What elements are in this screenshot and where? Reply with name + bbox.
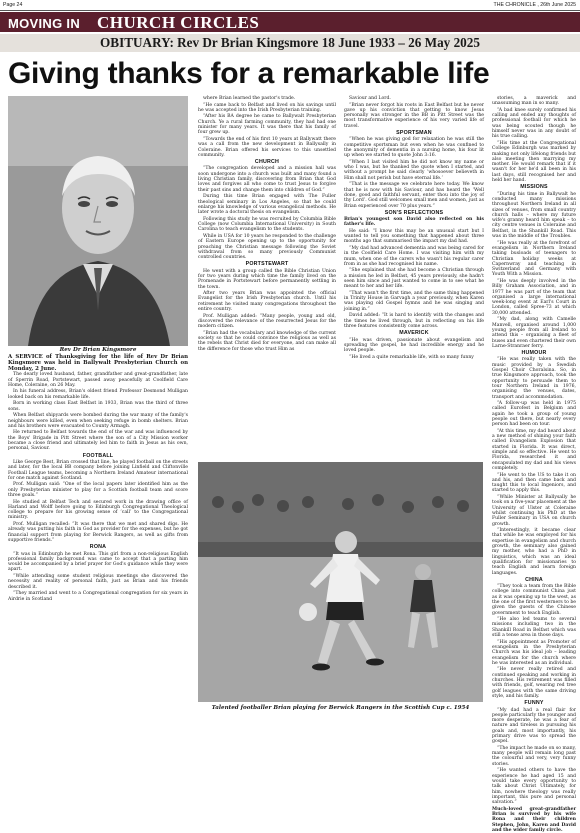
funny-body [492,708,576,806]
body-paragraph: “My dad had a real flair for people particularly the younger and more desperate, he was a fear of nature and tireless in pursuing his goals and, most importantly, his primary drive was to spread the gospel. [492,707,576,745]
page-header-line [0,0,580,11]
body-paragraph: “At this time, my dad heard about a new method of shining your faith called Evangelism Explosion that started in Florida. It was direct, simple and so effective. He went to Florida, researched it and encapsulated my dad and his views completely. [492,428,576,471]
column-2 [198,96,336,460]
page-number: Page 24 [3,2,23,8]
subhead-china: CHINA [525,576,543,583]
headline: Giving thanks for a remarkable life [8,57,490,90]
body-paragraph: The dearly loved husband, father, grandfather and great-grandfather, late of Sperrin Road, Portstewart, passed away peacefully at Coolfield Care Home, Coleraine, on 26 May. [8,372,188,388]
subhead-rona: RONA [89,544,107,551]
football-image [198,462,483,702]
body-paragraph: “His time at the Congregational College Edinburgh was marked by making not only lifelong friends but also meeting then marrying my mother. He would remark that if it wasn't for her he'd all been in his last days, still recognised her and held her hand. [492,140,576,184]
body-paragraph: “He was really taken with the music provided by a Swedish Gospel Choir Choralsina. So, in true Kingsmore approach, took the opportunity to persuade them to tour Northern Ireland in 1976, organising the venues, dates, transport and accommodation. [492,357,576,400]
body-paragraph: “Towards the end of his first 10 years at Ballywatt there was a call from the new development in Ballysally in Coleraine. Brian offered his services to this unsettled community. [198,136,336,158]
column-4 [492,96,576,833]
sons-subhead: Brian's youngest son David also reflected on his father's life. [344,217,484,228]
football-photo [198,462,483,702]
church-body [198,166,336,260]
body-paragraph: “Brian never forgot his roots in East Belfast but he never gave up his conviction that getting to know Jesus personally was stronger in the BB in Pitt Street was the most transformative experience of his very varied life of travel. [344,102,484,129]
col2-body [198,96,336,158]
missions-body [492,192,576,350]
body-paragraph: “My dad had advanced dementia and was being cared for in the Coolfield Care Home. I was visiting him with my mum, when one of the carers who wasn't his regular carer from in as she had recognised his name. [344,245,484,267]
section-banner [0,12,580,32]
body-paragraph: “While Minister at Ballysally he took on a five-year placement at the University of Ulster at Coleraine whilst continuing his PhD at the Fuller Seminary in USA on church growth. [492,495,576,527]
body-paragraph: “He also led teams to several missions including two in the Shankill Road in Belfast which was still a tense area in those days. [492,617,576,639]
subhead-sons-reflections: SON'S REFLECTIONS [384,209,444,216]
subhead-humour: HUMOUR [521,350,547,357]
lead-paragraph: A SERVICE of Thanksgiving for the life of Rev Dr Brian Kingsmore was held in Ballywalt Presbyterian Church on Monday, 2 June. [8,354,188,373]
subhead-portstewart: PORTSTEWART [245,261,289,268]
obituary-banner: OBITUARY: Rev Dr Brian Kingsmore 18 June 1933 – 26 May 2025 [0,34,580,52]
subhead-funny: FUNNY [524,700,544,707]
body-paragraph: Like George Best, Brian crossed that line, he played football on the streets and later, for the local BB company before joining Linfield and Cliftonville Football League teams, becoming a Northern Ireland Amateur international for one match against Scotland. [8,459,188,481]
china-body [492,584,576,699]
body-paragraph: “He never really retired and continued speaking and working in churches. His retirement was filled with friends, golf, wearing red tree golf leagues with the same driving style, and his family. [492,667,576,699]
body-paragraph: He studied at Belfast Tech and secured work in the drawing office of Harland and Wolff before going to Edinburgh Congregational Theological college to prepare for his growing sense of ‘call’ to the Congregational ministry. [8,499,188,521]
body-paragraph: Following this study he was recruited by Columbia Bible College (now Columbia International University) in South Carolina to teach evangelism to the students. [198,216,336,233]
portrait-image [8,96,188,346]
portstewart-body [198,269,336,352]
masthead: THE CHRONICLE , 26th June 2025 [493,2,576,8]
rona-body [8,552,188,602]
body-paragraph: “That wasn't the first time, and the same thing happened in Trinity House in Garvagh a year previously, when Karen was playing old Gospel hymns and he was singing and joining in.” [344,290,484,312]
body-paragraph: “He was driven, passionate about evangelism and spreading the gospel, he had incredible energy and he loved people. [344,337,484,354]
body-paragraph: He went with a group called the Bible Christian Union for two years during which time the family lived on the Promenade in Portstewart before permanently settling in the town. [198,268,336,290]
body-paragraph: Prof. Mulligan added: “Many people, young and old, discovered the relevance of the resurrected Jesus for the modern citizen. [198,313,336,330]
portrait-photo [8,96,188,346]
subhead-football: FOOTBALL [82,452,114,459]
subhead-maverick: MAVERICK [399,330,429,337]
body-paragraph: David added: “It is hard to identify with the changes and the times he lived through, but in reflecting on his life three features consistently come across. [344,313,484,329]
football-caption: Talented footballer Brian playing for Berwick Rangers in the Scottish Cup c. 1954 [211,705,470,711]
column-3 [344,96,484,460]
humour-body [492,357,576,575]
football-body [8,460,188,543]
body-paragraph: “The congregation developed and a mission hall was soon undergone into a church was built and many found a living Christian family, discovering from Brian that God loves and forgives all who come to trust Jesus to forgive their past sins and change them into children of God.” [198,166,336,193]
body-paragraph: He said: “I know this may be an unusual start but I wanted to tell you something that happened about three months ago that summarised the impact my dad had. [344,228,484,245]
body-paragraph: He returned to Belfast towards the end of the war and was influenced by the Boys' Brigade in Pitt Street where the son of a City Mission worker became a close friend and ultimately led him to faith in Jesus as his own, personal, Saviour. [8,430,188,452]
col4-body [492,96,576,183]
body-paragraph: While in USA for 10 years he responded to the challenge of Eastern Europe opening up to the opportunity for preaching the Christian message following the Soviet withdrawal from so many previously Communist controlled countries. [198,233,336,261]
body-paragraph: During this time Brian engaged with The Fuller theological seminary in Los Angeles, so that he could enlarge his knowledge of various evangelical methods. He later wrote a doctoral thesis on evangelism. [198,194,336,216]
body-paragraph: stories, a maverick and unassuming man in so many. [492,96,576,107]
portrait-caption: Rev Dr Brian Kingsmore [59,347,137,353]
column-1 [8,354,188,735]
maverick-body [344,338,484,360]
body-paragraph: In his funeral address, Brian's oldest friend Professor Desmond Mulligan looked back on his remarkable life. [8,389,188,400]
body-paragraph: “A follow-up was held in 1975 called Eurofest in Belgium and again he took a group of young people out there, but nearly every person had been on tour. [492,401,576,428]
section-title-small: MOVING IN [8,16,81,31]
subhead-missions: MISSIONS [520,184,548,191]
body-paragraph: “It was in Edinburgh he met Rona. This girl from a non-religious English professional family background was came to accept that a parting him would be accompanied by a brief prayer for God's guidance while they were apart. [8,551,188,573]
body-paragraph: “He wanted others to have the experience he had aged 15 and would take every opportunity to talk about Christ Ultimately, for him, nowhere theology was really important, this pure and personal salvation.” [492,768,576,806]
body-paragraph: “While attending some student religious meetings she discovered the necessity and reality of personal faith, just as Brian and his friends described it. [8,574,188,590]
closing-paragraph: Much-loved great-grandfather Brian is survived by his wife Rona and their children Stephen, John, Karen and David and the wider family circle. [492,806,576,833]
body-paragraph: “A bad knee surely confirmed his calling and ended any thoughts of professional football for which he was being scouted though he himself never was in any doubt of his true calling. [492,107,576,140]
body-paragraph: Born in working class East Belfast in 1933, Brian was the third of three sons. [8,401,188,412]
body-paragraph: Prof. Mulligan recalled: “It was there that we met and shared digs. He already was putting his faith in God as provider for the expenses, but he got financial support from playing for Berwick Rangers, as well as gifts from supportive friends.” [8,522,188,543]
body-paragraph: “After his BA degree he came to Ballywalt Presbyterian Church. Ye a rural farming community, they had had one minister for many years. It was there that his family of four grew up. [198,114,336,136]
body-paragraph: After two years Brian was appointed the official Evangelist for the Irish Presbyterian church. Until his retirement he visited many congregations throughout the entire country. [198,291,336,313]
sportsman-body [344,137,484,208]
body-paragraph: “The impact he made on so many, many people will remain long past the colourful and very, very funny stories. [492,745,576,767]
body-paragraph: where Brian learned the pastor's trade. [203,96,296,101]
body-paragraph: Saviour and Lord. [349,96,391,101]
body-paragraph: “He came back to Belfast and lived on his savings until he was accepted into the Irish Presbyterian training. [198,102,336,113]
body-paragraph: “They married and went to a Congregational congregation for six years in Airdrie in Scotland [8,591,188,602]
body-paragraph: “When I last visited him he did not know my name or who I was, but he thanked the quote when I started, and without a prompt he said clearly ‘whosoever believeth in Him shall not perish but have eternal life.’ [344,159,484,181]
body-paragraph: “He went to the US to take it on and his, and then came back and taught this to local Ingeniors, and started to apply this. [492,472,576,494]
body-paragraph: “His appointment as Promoter of evangelism in the Presbyterian Church was his ideal job – leading evangelism for the church where he was interested as an individual. [492,639,576,666]
body-paragraph: “Interestingly, it became clear that while he was employed for his expertise in evangelism and church growth, the seminary also gained my mother, who had a PhD in linguistics, which was an ideal qualification for missionaries to teach English and learn foreign languages. [492,528,576,576]
body-paragraph: “During his time in Ballywalt he conducted many missions throughout Northern Ireland in all sizes of venues, from small country church halls – where my future wife's granny heard him speak – to city centre venues in Coleraine and Belfast, in the Shankill Road. This was in the middle of the Troubles. [492,191,576,240]
body-paragraph: “When he was giving god for relaxation he was still the competitive sportsman but even when he was confined to the anonymity of dementia in a nursing home, his four lit up when we started to quote John 3:16. [344,137,484,159]
body-paragraph: When Belfast shipyards were bombed during the war many of the family's neighbours were killed, even when seeking refuge in bomb shelters. Brian and his brothers were evacuated to County Armagh. [8,413,188,429]
body-paragraph: “He was deeply involved in the Billy Graham Association, and in 1977 he was part of the team that organised a large international week-long event at Earl's Court in London, called Spree-73 at which 30,000 attended. [492,278,576,316]
body-paragraph: “Brian had the vocabulary and knowledge of the current society so that he could convince the religious as well as the rebels that Christ died for everyone, and can make all the difference for those who trust Him as [198,330,336,352]
body-paragraph: “He lived a quite remarkable life, with so many funny [349,354,474,360]
col3-body [344,96,484,129]
body-paragraph: “He was really at the forefront of evangelism in Northern Ireland taking busloads of teenagers to Christian holiday weeks at Capernwray and teaching in Switzerland and Germany with Youth With a Mission. [492,240,576,278]
section-title-large: CHURCH CIRCLES [97,13,260,32]
subhead-sportsman: SPORTSMAN [396,130,432,137]
sons-body [344,229,484,330]
body-paragraph: “My dad, along with Camelle Manvell, organised around 1,000 young people from all Ireland to attend this – organising a fleet of buses and even chartered their own Larne-Stranraer ferry. [492,317,576,349]
body-paragraph: Prof. Mulligan said: “One of the local papers later identified him as the only Presbyterian minister to play for a Scottish football team and score three goals.” [8,482,188,498]
body-paragraph: “That is the message we celebrate here today. We know that he is now with his Saviour, and has heard the ‘Well done, good and faithful servant, enter thou into the joy of thy Lord’. God still welcomes small men and women, just as Brian experienced over 70 plus years.” [344,182,484,209]
body-paragraph: “She explained that she had become a Christian through a mission he led in Belfast, 45 years previously, she hadn't seen him since and just wanted to come in to see what he meant to her and her life. [344,268,484,290]
body-paragraph: “They took a team from the Bible college into communist China just as it was opening up to the west, as the one of the first westerners to be given the guests of the Chinese government to teach English. [492,584,576,616]
subhead-church: CHURCH [254,159,280,166]
col1-body [8,372,188,451]
